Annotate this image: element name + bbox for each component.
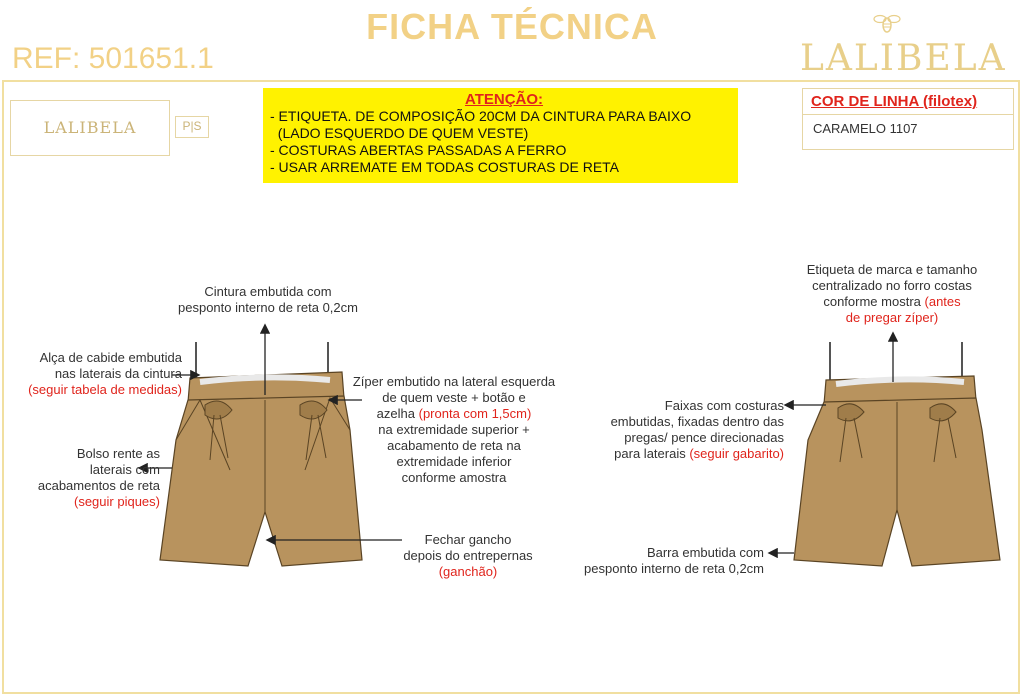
thread-color-value: CARAMELO 1107	[813, 121, 918, 136]
attention-title: ATENÇÃO:	[464, 91, 544, 108]
note-line: pesponto interno de reta 0,2cm	[584, 561, 764, 576]
attention-line: - COSTURAS ABERTAS PASSADAS A FERRO	[270, 142, 567, 158]
note-line: Alça de cabide embutida	[39, 350, 182, 365]
note-line: Fechar gancho	[424, 532, 512, 547]
note-line: Faixas com costuras	[664, 398, 784, 413]
note-line	[568, 446, 784, 462]
note-line: nas laterais da cintura	[54, 366, 182, 381]
note-bands	[568, 398, 784, 462]
note-zipper	[330, 374, 578, 486]
size-label: P|S	[175, 116, 209, 138]
note-hanger	[2, 350, 182, 398]
note-line: embutidas, fixadas dentro das	[610, 414, 784, 429]
note-waist	[158, 284, 378, 316]
reference-code: REF: 501651.1	[12, 42, 214, 75]
note-line	[782, 294, 1002, 310]
note-line: depois do entrepernas	[403, 548, 533, 563]
note-line: pesponto interno de reta 0,2cm	[178, 300, 358, 315]
note-red: (seguir tabela de medidas)	[28, 382, 182, 397]
note-line: laterais com	[89, 462, 160, 477]
note-red: (seguir gabarito)	[689, 446, 784, 461]
hanger-loop	[830, 342, 962, 380]
note-line: acabamento de reta na	[387, 438, 521, 453]
page-title: FICHA TÉCNICA	[366, 6, 658, 47]
note-red: (pronta com 1,5cm)	[418, 406, 532, 421]
note-red: (antes	[924, 294, 961, 309]
note-line: Bolso rente as	[76, 446, 160, 461]
note-line: de quem veste + botão e	[382, 390, 526, 405]
note-text: para laterais	[614, 446, 686, 461]
note-line: extremidade inferior	[396, 454, 512, 469]
label-brand: LALIBELA	[43, 118, 137, 137]
note-line: na extremidade superior +	[378, 422, 530, 437]
note-text: azelha	[376, 406, 415, 421]
note-text: conforme mostra	[823, 294, 921, 309]
note-line: Zíper embutido na lateral esquerda	[352, 374, 556, 389]
note-line: acabamentos de reta	[37, 478, 160, 493]
note-hem	[566, 545, 764, 577]
note-line: Barra embutida com	[646, 545, 764, 560]
note-red: de pregar zíper)	[845, 310, 939, 325]
hanger-loop	[196, 342, 328, 378]
attention-line: - ETIQUETA. DE COMPOSIÇÃO 20CM DA CINTURA PARA BAIXO	[270, 108, 692, 124]
note-line: centralizado no forro costas	[812, 278, 972, 293]
note-line: Etiqueta de marca e tamanho	[806, 262, 978, 277]
back-shorts-drawing	[794, 342, 1000, 566]
note-line: pregas/ pence direcionadas	[624, 430, 784, 445]
note-pocket	[2, 446, 160, 510]
attention-line: (LADO ESQUERDO DE QUEM VESTE)	[270, 125, 529, 141]
attention-line: - USAR ARREMATE EM TODAS COSTURAS DE RETA	[270, 159, 620, 175]
note-red: (ganchão)	[438, 564, 498, 579]
note-line: conforme amostra	[401, 470, 507, 485]
brand-logo: LALIBELA	[800, 38, 1007, 79]
note-line	[330, 406, 578, 422]
note-crotch	[368, 532, 568, 580]
note-brand-label	[782, 262, 1002, 326]
note-red: (seguir piques)	[74, 494, 160, 509]
note-line: Cintura embutida com	[204, 284, 332, 299]
thread-color-title: COR DE LINHA (filotex)	[811, 93, 978, 110]
